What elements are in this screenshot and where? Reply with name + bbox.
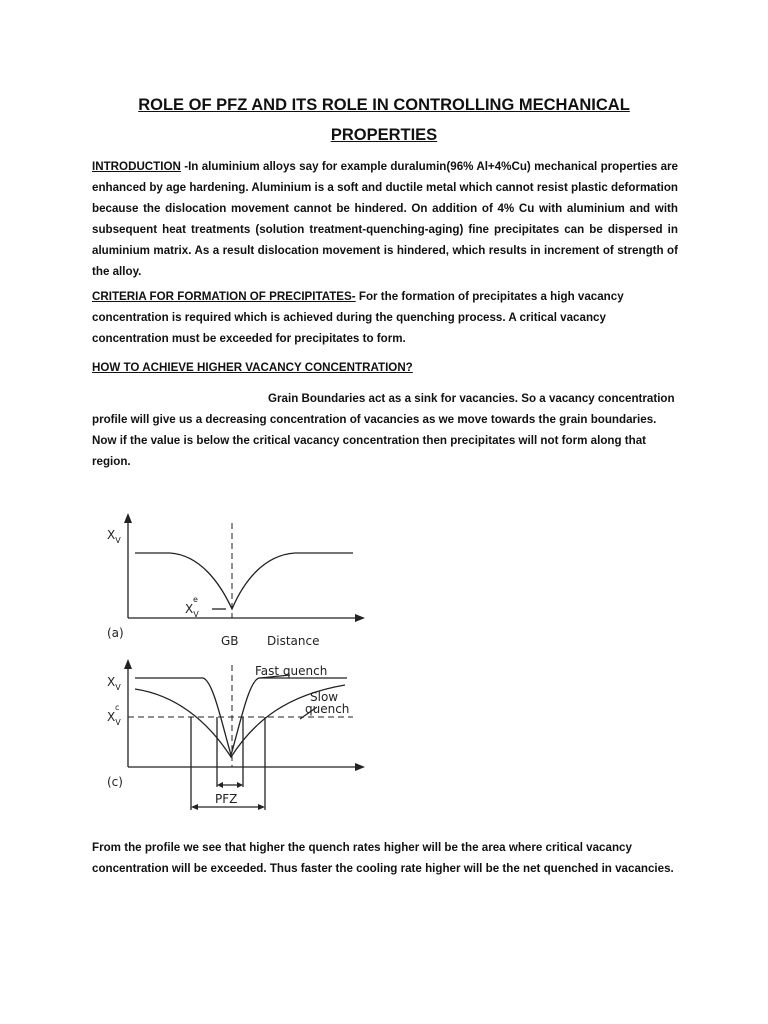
vacancy-profile-diagram bbox=[95, 505, 375, 825]
panel-a-y-arrow-icon bbox=[124, 513, 132, 523]
panel-a-label: (a) bbox=[107, 626, 124, 640]
introduction-heading: INTRODUCTION bbox=[92, 160, 181, 173]
criteria-body: For the formation of precipitates a high vacancy concentration is required which is achieved during the quenching process. A critical vacancy concentration must be exceeded for precipitates to form. bbox=[92, 290, 624, 345]
criteria-paragraph bbox=[92, 286, 678, 349]
panel-c-label: (c) bbox=[107, 775, 123, 789]
vacancy-heading: HOW TO ACHIEVE HIGHER VACANCY CONCENTRATION? bbox=[92, 361, 413, 374]
vacancy-profile-figure bbox=[95, 505, 375, 825]
panel-a-x-arrow-icon bbox=[355, 614, 365, 622]
conclusion-paragraph: From the profile we see that higher the quench rates higher will be the area where critical vacancy concentration will be exceeded. Thus faster the cooling rate higher will be the net quenched in vacancies. bbox=[92, 841, 674, 875]
panel-a-gb-label: GB bbox=[221, 634, 239, 648]
panel-a-min-label: $X_V$ bbox=[185, 602, 199, 619]
panel-c-crit-label: $X_V$ bbox=[107, 710, 121, 727]
fast-pfz-right-arrow-icon bbox=[237, 782, 243, 788]
panel-c-x-arrow-icon bbox=[355, 763, 365, 771]
fast-quench-label: Fast quench bbox=[255, 664, 328, 678]
panel-a bbox=[107, 513, 365, 648]
slow-quench-label-1: Slow bbox=[310, 690, 339, 704]
panel-c-y-arrow-icon bbox=[124, 659, 132, 669]
criteria-heading: CRITERIA FOR FORMATION OF PRECIPITATES- bbox=[92, 290, 356, 303]
pfz-right-arrow-icon bbox=[258, 804, 265, 810]
slow-quench-label-2: quench bbox=[305, 702, 350, 716]
panel-c bbox=[107, 659, 365, 810]
introduction-paragraph bbox=[92, 156, 678, 282]
grain-boundaries-paragraph bbox=[92, 388, 678, 472]
grain-boundaries-body: Grain Boundaries act as a sink for vacancies. So a vacancy concentration profile will give us a decreasing concentration of vacancies as we move towards the grain boundaries. Now if the value is below the critical vacancy concentration then precipitates will not form along that region. bbox=[92, 392, 675, 468]
pfz-left-arrow-icon bbox=[191, 804, 198, 810]
fast-pfz-left-arrow-icon bbox=[217, 782, 223, 788]
panel-a-y-label: $X_V$ bbox=[107, 528, 121, 545]
document-title: ROLE OF PFZ AND ITS ROLE IN CONTROLLING MECHANICAL PROPERTIES bbox=[138, 96, 630, 144]
panel-c-y-label: $X_V$ bbox=[107, 675, 121, 692]
panel-c-crit-sup: c bbox=[115, 703, 120, 712]
pfz-label: PFZ bbox=[215, 792, 238, 806]
panel-a-min-sup: e bbox=[193, 595, 198, 604]
introduction-body: -In aluminium alloys say for example duralumin(96% Al+4%Cu) mechanical properties are enhanced by age hardening. Aluminium is a soft and ductile metal which cannot resist plastic deformation because the dislocation movement cannot be hindered. On addition of 4% Cu with aluminium and with subsequent heat treatments (solution treatment-quenching-aging) fine precipitates can be dispersed in aluminium matrix. As a result dislocation movement is hindered, which results in increment of strength of the alloy. bbox=[92, 160, 678, 278]
panel-a-profile-curve bbox=[135, 553, 353, 609]
panel-a-x-label: Distance bbox=[267, 634, 320, 648]
